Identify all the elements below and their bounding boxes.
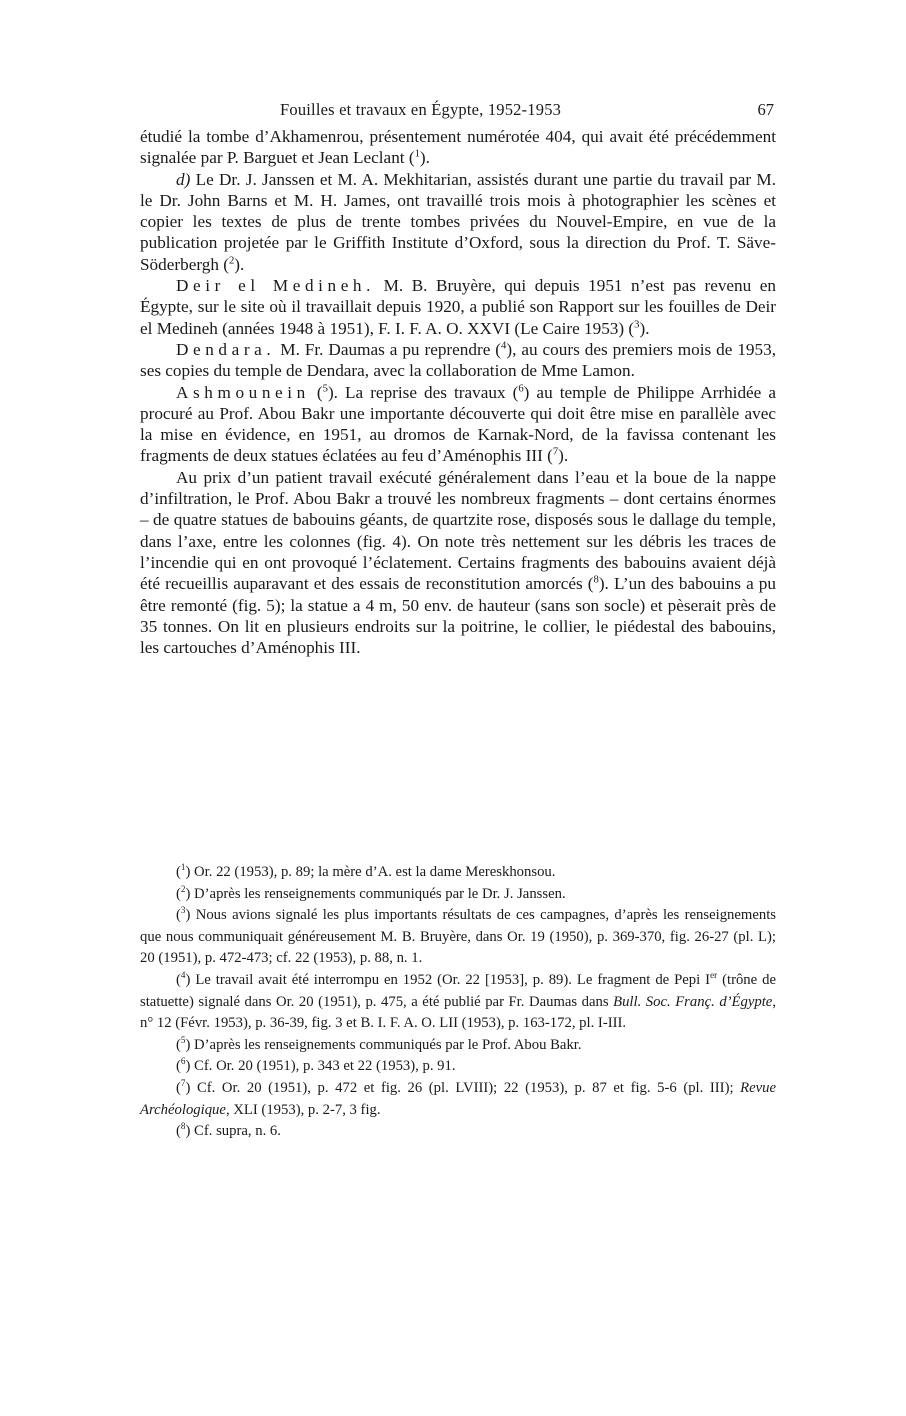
- running-title: Fouilles et travaux en Égypte, 1952-1953: [280, 100, 562, 119]
- note-ref: 3: [634, 318, 640, 330]
- site-name: Deir el Medineh.: [176, 276, 376, 296]
- running-header: [140, 100, 776, 126]
- paragraph-deir-el-medineh: Deir el Medineh. M. B. Bruyère, qui depuis 1951 n’est pas revenu en Égypte, sur le site où il travaillait depuis 1920, a publié son Rapport sur les fouilles de Deir el Medineh (années 1948 à 1951), F. I. F. A. O. XXVI (Le Caire 1953) ($^3$).: [140, 276, 776, 338]
- page: [140, 100, 776, 658]
- note-ref: 6: [518, 382, 524, 394]
- footnote-7: ($^7$) Cf. Or. 20 (1951), p. 472 et fig. 26 (pl. LVIII); 22 (1953), p. 87 et fig. 5-6 (pl. III); Revue Archéologique, XLI (1953), p. 2-7, 3 fig.: [140, 1078, 776, 1118]
- note-ref: 7: [552, 446, 559, 458]
- site-name: Ashmounein: [176, 382, 310, 402]
- note-ref: 5: [322, 382, 328, 394]
- main-text: [140, 126, 776, 658]
- page-number: 67: [757, 100, 774, 119]
- note-ref: 4: [501, 340, 507, 352]
- site-name: Dendara.: [176, 339, 276, 359]
- paragraph-janssen: d) Le Dr. J. Janssen et M. A. Mekhitarian, assistés durant une partie du travail par M. le Dr. John Barns et M. H. James, ont travaillé trois mois à photographier les scènes et copier les textes de plus de trente tombes privées du Nouvel-Empire, en vue de la publication projetée par le Griffith Institute d’Oxford, sous la direction du Prof. T. Säve-Söderbergh ($^2$).: [140, 169, 776, 274]
- paragraph-babouins: Au prix d’un patient travail exécuté généralement dans l’eau et la boue de la nappe d’infiltration, le Prof. Abou Bakr a trouvé les nombreux fragments – dont certains énormes – de quatre statues de babouins géants, de quartzite rose, disposés sous le dallage du temple, dans l’axe, entre les colonnes (fig. 4). On note très nettement sur les débris les traces de l’incendie qui en ont provoqué l’éclatement. Certains fragments des babouins avaient déjà été recueillis auparavant et des essais de reconstitution amorcés ($^8$). L’un des babouins a pu être remonté (fig. 5); la statue a 4 m, 50 env. de hauteur (sans son socle) et pèserait près de 35 tonnes. On lit en plusieurs endroits sur la poitrine, le collier, le piédestal des babouins, les cartouches d’Aménophis III.: [140, 467, 776, 658]
- footnote-8: ($^8$) Cf. supra, n. 6.: [176, 1121, 281, 1140]
- note-ref: 8: [593, 574, 599, 586]
- footnote-5: ($^5$) D’après les renseignements communiqués par le Prof. Abou Bakr.: [176, 1034, 582, 1053]
- note-ref: 2: [228, 255, 235, 267]
- footnotes: [140, 862, 776, 1143]
- footnote-6: ($^6$) Cf. Or. 20 (1951), p. 343 et 22 (1953), p. 91.: [176, 1056, 456, 1075]
- footnote-2: ($^2$) D’après les renseignements communiqués par le Dr. J. Janssen.: [176, 883, 566, 902]
- footnote-1: ($^1$) Or. 22 (1953), p. 89; la mère d’A. est la dame Mereskhonsou.: [176, 862, 556, 880]
- footnote-3: ($^3$) Nous avions signalé les plus importants résultats de ces campagnes, d’après les renseignements que nous communiquait généreusement M. B. Bruyère, dans Or. 19 (1950), p. 369-370, fig. 26-27 (pl. L); 20 (1951), p. 472-473; cf. 22 (1953), p. 88, n. 1.: [140, 905, 776, 967]
- footnote-4: ($^4$) Le travail avait été interrompu en 1952 (Or. 22 [1953], p. 89). Le fragment de Pepi Ier (trône de statuette) signalé dans Or. 20 (1951), p. 475, a été publié par Fr. Daumas dans Bull. Soc. Franç. d’Égypte, n° 12 (Févr. 1953), p. 36-39, fig. 3 et B. I. F. A. O. LII (1953), p. 163-172, pl. I-III.: [140, 970, 777, 1032]
- paragraph-ashmounein: Ashmounein ($^5$). La reprise des travaux ($^6$) au temple de Philippe Arrhidée a procuré au Prof. Abou Bakr une importante découverte qui doit être mise en parallèle avec la mise en évidence, en 1951, au dromos de Karnak-Nord, de la favissa contenant les fragments de deux statues éclatées au feu d’Aménophis III ($^7$).: [140, 382, 776, 466]
- paragraph-dendara: Dendara. M. Fr. Daumas a pu reprendre ($^4$), au cours des premiers mois de 1953, ses copies du temple de Dendara, avec la collaboration de Mme Lamon.: [140, 339, 776, 381]
- note-ref: 1: [414, 148, 420, 160]
- item-label: d): [176, 169, 191, 189]
- paragraph-akhamenrou: étudié la tombe d’Akhamenrou, présentement numérotée 404, qui avait été précédemment signalée par P. Barguet et Jean Leclant ($^1$).: [140, 127, 776, 168]
